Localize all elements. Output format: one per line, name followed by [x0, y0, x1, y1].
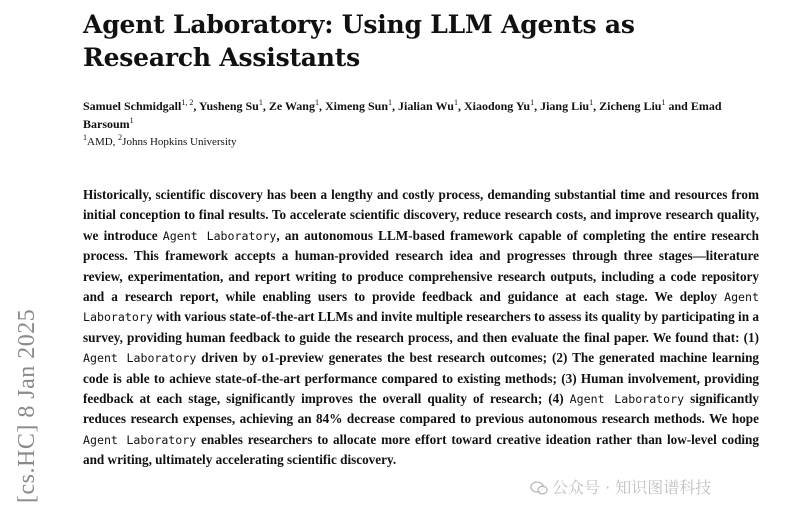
abstract-text: with various state-of-the-art LLMs and invite multiple researchers to assess its quality by participating in a survey, providing human feedback to guide the research process, and then evaluate the final paper. We found that: (1)	[83, 309, 759, 345]
system-name: Agent Laboratory	[162, 228, 277, 243]
author-conjunction: and	[668, 99, 688, 113]
system-name: Agent Laboratory	[83, 432, 197, 447]
author-name: Ze Wang	[268, 99, 315, 113]
affiliations: $^1$AMD, $^2$Johns Hopkins University	[83, 133, 237, 148]
paper-title	[83, 8, 783, 74]
abstract-text: , an autonomous LLM-based framework capable of completing the entire research process. This framework accepts a human-provided research idea and progresses through three stages—literature review, experimentation, and report writing to produce comprehensive research outputs, including a code repository and a research report, while enabling users to provide feedback and guidance at each stage. We deploy	[83, 227, 759, 305]
author-list: Samuel Schmidgall$^{1, 2}$, Yusheng Su$^1$, Ze Wang$^1$, Ximeng Sun$^1$, Jialian Wu$^1$, Xiaodong Yu$^1$, Jiang Liu$^1$, Zicheng Liu$^1$ and Emad Barsoum$^1$	[83, 98, 722, 131]
affiliation-mark: 2	[118, 133, 123, 142]
watermark-text: 公众号 · 知识图谱科技	[552, 478, 712, 497]
affiliation-name: Johns Hopkins University	[122, 136, 237, 148]
system-name: Agent Laboratory	[83, 290, 759, 325]
author-affiliation-mark: 1	[388, 98, 393, 107]
affiliation-mark: 1	[83, 133, 87, 142]
abstract-text: driven by o1-preview generates the best research outcomes; (2) The generated machine learning code is able to achieve state-of-the-art performance compared to existing methods; (3) Human involvement, providing feedback at each stage, significantly improves the overall quality of research; (4)	[83, 350, 760, 407]
author-affiliation-mark: 1	[661, 98, 666, 107]
author-affiliation-mark: 1, 2	[181, 98, 194, 107]
watermark	[530, 475, 790, 499]
author-affiliation-mark: 1	[453, 98, 458, 107]
abstract-text: enables researchers to allocate more effort toward creative ideation rather than low-level coding and writing, ultimately accelerating scientific discovery.	[83, 431, 759, 468]
author-name: Xiaodong Yu	[463, 99, 531, 113]
title-line-2: Research Assistants	[83, 43, 360, 72]
system-name: Agent Laboratory	[83, 351, 197, 366]
author-name: Zicheng Liu	[599, 99, 662, 113]
author-name: Samuel Schmidgall	[83, 99, 182, 113]
abstract-text: Historically, scientific discovery has been a lengthy and costly process, demanding substantial time and resources from initial conception to final results. To accelerate scientific discovery, reduce research costs, and improve research quality, we introduce	[83, 187, 759, 243]
system-name: Agent Laboratory	[569, 392, 685, 407]
arxiv-stamp: [cs.HC] 8 Jan 2025	[14, 308, 40, 503]
wechat-logo-icon	[530, 481, 548, 495]
abstract-paragraph	[83, 185, 759, 471]
author-name: Jiang Liu	[540, 99, 590, 113]
author-name: Ximeng Sun	[324, 99, 389, 113]
author-affiliation-mark: 1	[129, 116, 134, 125]
affiliation-name: AMD	[87, 136, 113, 148]
author-affiliation-mark: 1	[314, 98, 319, 107]
abstract-text: significantly reduces research expenses, achieving an 84% decrease compared to previous autonomous research methods. We hope	[83, 391, 760, 427]
author-name: Emad Barsoum	[83, 99, 722, 131]
title-line-1: Agent Laboratory: Using LLM Agents as	[83, 10, 635, 39]
author-name: Yusheng Su	[198, 99, 259, 113]
author-affiliation-mark: 1	[589, 98, 594, 107]
author-affiliation-mark: 1	[258, 98, 263, 107]
author-name: Jialian Wu	[398, 99, 454, 113]
author-affiliation-mark: 1	[530, 98, 535, 107]
